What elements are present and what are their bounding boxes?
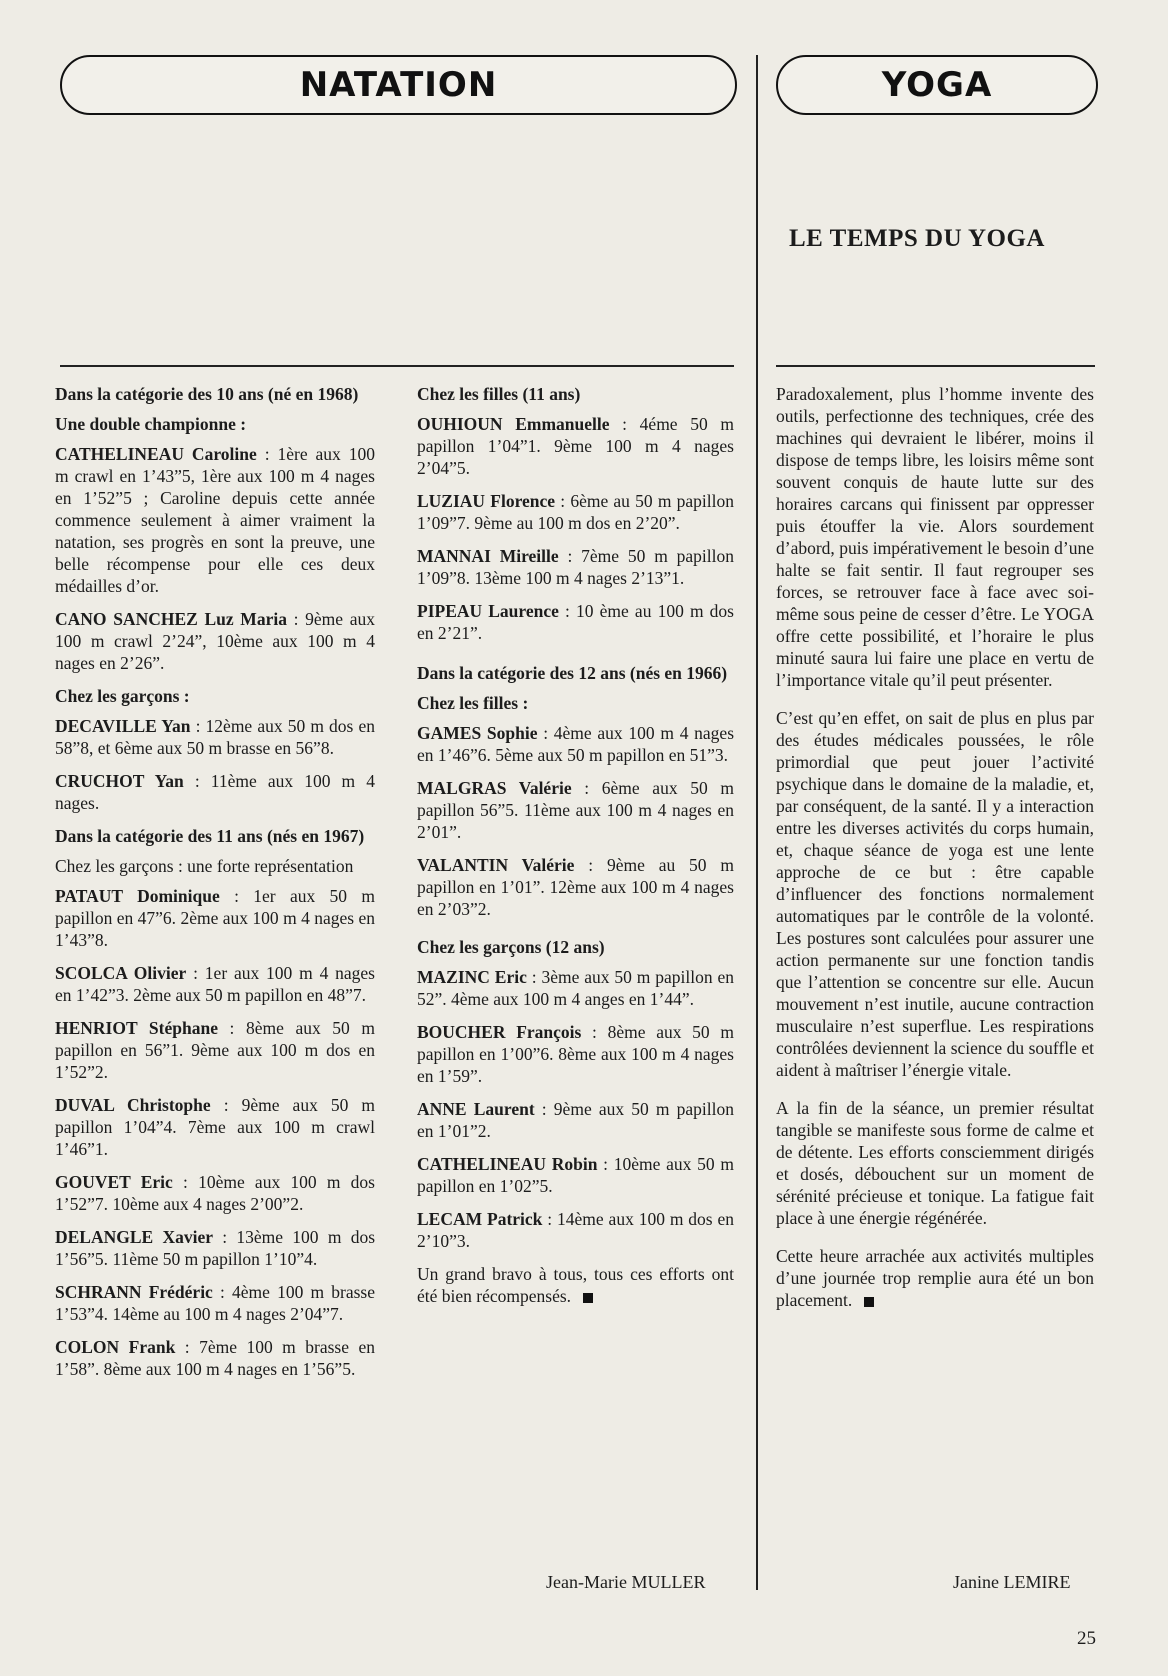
section-subheading: Chez les filles (11 ans) (417, 384, 581, 404)
yoga-banner: YOGA (776, 55, 1098, 115)
end-mark-icon (583, 1293, 593, 1303)
result-text: : 9ème aux 50 m papillon en 1’01”2. (417, 1099, 734, 1141)
swimmer-name: PIPEAU Laurence (417, 601, 559, 621)
result-entry (55, 1017, 375, 1083)
result-entry (417, 1098, 734, 1142)
author-signature-yoga: Janine LEMIRE (953, 1572, 1071, 1592)
column-divider (756, 55, 758, 1590)
swimmer-name: DECAVILLE Yan (55, 716, 191, 736)
result-text: : 4ème 100 m brasse 1’53”4. 14ème au 100 m 4 nages 2’04”7. (55, 1282, 376, 1324)
result-entry (417, 777, 734, 843)
result-text: : 12ème aux 50 m dos en 58”8, et 6ème aux 50 m brasse en 56”8. (55, 716, 376, 758)
result-entry (417, 1208, 734, 1252)
yoga-paragraph-3: A la fin de la séance, un premier résultat tangible se manifeste sous forme de calme et de détente. Les efforts consciemment dirigés et dosés, débouchent sur un moment de sérénité précieuse et tonique. La fatigue fait place à une énergie régénérée. (776, 1098, 1094, 1228)
section-subheading: Chez les garçons : (55, 686, 190, 706)
swimmer-name: GAMES Sophie (417, 723, 538, 743)
result-entry (417, 854, 734, 920)
end-mark-icon (864, 1297, 874, 1307)
swimmer-name: VALANTIN Valérie (417, 855, 575, 875)
result-text: : 4ème aux 100 m 4 nages en 1’46”6. 5ème aux 50 m papillon en 51”3. (417, 723, 735, 765)
result-text: : 10ème aux 100 m dos 1’52”7. 10ème aux 4 nages 2’00”2. (55, 1172, 375, 1214)
result-entry (417, 490, 734, 534)
result-text: : 4éme 50 m papillon 1’04”1. 9ème 100 m 4 nages 2’04”5. (417, 414, 734, 478)
result-text: : 8ème aux 50 m papillon en 1’00”6. 8ème aux 100 m 4 nages en 1’59”. (417, 1022, 734, 1086)
yoga-paragraph-4-text: Cette heure arrachée aux activités multiples d’une journée trop remplie aura été un bon placement. (776, 1246, 1094, 1310)
result-entry (55, 962, 375, 1006)
page-number: 25 (1077, 1628, 1096, 1649)
swimmer-name: ANNE Laurent (417, 1099, 535, 1119)
section-subheading: Chez les garçons (12 ans) (417, 937, 605, 957)
swimmer-name: BOUCHER François (417, 1022, 582, 1042)
section-heading: Dans la catégorie des 11 ans (nés en 1967) (55, 826, 365, 846)
swimmer-name: CANO SANCHEZ Luz Maria (55, 609, 287, 629)
result-entry (55, 1226, 375, 1270)
section-subheading: Chez les filles : (417, 693, 529, 713)
yoga-paragraph-2: C’est qu’en effet, on sait de plus en plus par des études médicales poussées, le rôle primordial que peut jouer l’activité psychique dans le domaine de la maladie, et, par conséquent, de la santé. Il y a interaction entre les diverses activités du corps humain, et, chaque séance de yoga est une lente approche de ce but : être capable d’influencer des fonctions normalement automatiques par le contrôle de la volonté. Les postures sont calculées pour assurer une action permanente sur une fonction tandis que l’attention se concentre sur elle. Aucun mouvement n’est inutile, aucune contraction musculaire n’est superflue. Les respirations contrôlées deviennent la science du souffle et aident à maîtriser l’énergie vitale. (776, 708, 1094, 1080)
swimmer-name: MAZINC Eric (417, 967, 527, 987)
yoga-paragraph-1: Paradoxalement, plus l’homme invente des outils, perfectionne des techniques, crée des machines qui devraient le libérer, moins il dispose de temps libre, les loisirs même sont souvent conquis de haute lutte sur des horaires carcans qui finissent par oppresser puis étouffer la vie. Alors sourdement d’abord, puis impérativement le besoin d’une halte se fait sentir. Il faut regrouper ses forces, se retrouver face à face avec soi-même sous peine de cesser d’être. Le YOGA offre cette possibilité, et l’horaire le plus minuté saura lui faire une place en vertu de l’importance vitale qu’il peut présenter. (776, 384, 1094, 690)
result-text: : 7ème 100 m brasse en 1’58”. 8ème aux 100 m 4 nages en 1’56”5. (55, 1337, 375, 1379)
swimmer-name: GOUVET Eric (55, 1172, 173, 1192)
result-entry (417, 1153, 734, 1197)
result-entry (55, 608, 375, 674)
result-text: : 1er aux 100 m 4 nages en 1’42”3. 2ème aux 50 m papillon en 48”7. (55, 963, 375, 1005)
yoga-paragraph-4 (776, 1245, 1094, 1311)
result-text: : 3ème aux 50 m papillon en 52”. 4ème aux 100 m 4 anges en 1’44”. (417, 967, 734, 1009)
result-text: : 9ème aux 100 m crawl 2’24”, 10ème aux 100 m 4 nages en 2’26”. (55, 609, 376, 673)
section-subheading: Une double championne : (55, 414, 247, 434)
swimmer-name: CRUCHOT Yan (55, 771, 184, 791)
result-entry (417, 600, 734, 644)
swimmer-name: LECAM Patrick (417, 1209, 543, 1229)
closing-text: Un grand bravo à tous, tous ces efforts ont été bien récompensés. (417, 1264, 734, 1306)
result-entry (55, 770, 375, 814)
result-entry (55, 885, 375, 951)
swimmer-name: MALGRAS Valérie (417, 778, 572, 798)
result-text: : 9ème au 50 m papillon en 1’01”. 12ème aux 100 m 4 nages en 2’03”2. (417, 855, 734, 919)
swimmer-name: SCHRANN Frédéric (55, 1282, 213, 1302)
swimmer-name: COLON Frank (55, 1337, 176, 1357)
author-signature-natation: Jean-Marie MULLER (546, 1572, 706, 1592)
yoga-rule (776, 365, 1095, 367)
result-text: : 10 ème au 100 m dos en 2’21”. (417, 601, 734, 643)
swimmer-name: SCOLCA Olivier (55, 963, 187, 983)
section-subheading: Chez les garçons : une forte représentation (55, 856, 354, 876)
result-text: : 1er aux 50 m papillon en 47”6. 2ème aux 100 m 4 nages en 1’43”8. (55, 886, 376, 950)
natation-column-1 (55, 383, 375, 1391)
result-text: : 6ème aux 50 m papillon 56”5. 11ème aux 100 m 4 nages en 2’01”. (417, 778, 734, 842)
swimmer-name: CATHELINEAU Robin (417, 1154, 598, 1174)
result-text: : 8ème aux 50 m papillon en 56”1. 9ème aux 100 m dos en 1’52”2. (55, 1018, 375, 1082)
result-entry (55, 1336, 375, 1380)
result-entry (417, 1021, 734, 1087)
natation-rule (60, 365, 734, 367)
result-text: : 13ème 100 m dos 1’56”5. 11ème 50 m papillon 1’10”4. (55, 1227, 375, 1269)
swimmer-name: LUZIAU Florence (417, 491, 556, 511)
section-heading: Dans la catégorie des 12 ans (nés en 1966) (417, 663, 728, 683)
result-entry (417, 545, 734, 589)
result-text: : 10ème aux 50 m papillon en 1’02”5. (417, 1154, 735, 1196)
swimmer-name: OUHIOUN Emmanuelle (417, 414, 610, 434)
result-text: : 7ème 50 m papillon 1’09”8. 13ème 100 m 4 nages 2’13”1. (417, 546, 734, 588)
result-entry (55, 443, 375, 597)
result-text: : 11ème aux 100 m 4 nages. (55, 771, 375, 813)
result-entry (55, 1281, 375, 1325)
result-text: : 1ère aux 100 m crawl en 1’43”5, 1ère aux 100 m 4 nages en 1’52”5 ; Caroline depuis cette année commence seulement à aimer vraiment la natation, ses progrès en sont la preuve, une belle récompense pour elle ces deux médailles d’or. (55, 444, 375, 596)
swimmer-name: DUVAL Christophe (55, 1095, 211, 1115)
yoga-article-title: LE TEMPS DU YOGA (789, 225, 1045, 252)
swimmer-name: MANNAI Mireille (417, 546, 559, 566)
result-text: : 6ème au 50 m papillon 1’09”7. 9ème au 100 m dos en 2’20”. (417, 491, 734, 533)
closing-paragraph (417, 1263, 734, 1307)
result-entry (417, 722, 734, 766)
yoga-column (776, 383, 1094, 1327)
natation-banner: NATATION (60, 55, 737, 115)
swimmer-name: DELANGLE Xavier (55, 1227, 214, 1247)
result-entry (417, 966, 734, 1010)
result-entry (55, 1171, 375, 1215)
natation-column-2 (417, 383, 734, 1318)
result-entry (55, 1094, 375, 1160)
section-heading: Dans la catégorie des 10 ans (né en 1968) (55, 384, 359, 404)
swimmer-name: CATHELINEAU Caroline (55, 444, 257, 464)
swimmer-name: HENRIOT Stéphane (55, 1018, 218, 1038)
result-entry (55, 715, 375, 759)
result-entry (417, 413, 734, 479)
swimmer-name: PATAUT Dominique (55, 886, 220, 906)
result-text: : 14ème aux 100 m dos en 2’10”3. (417, 1209, 734, 1251)
result-text: : 9ème aux 50 m papillon 1’04”4. 7ème aux 100 m crawl 1’46”1. (55, 1095, 376, 1159)
